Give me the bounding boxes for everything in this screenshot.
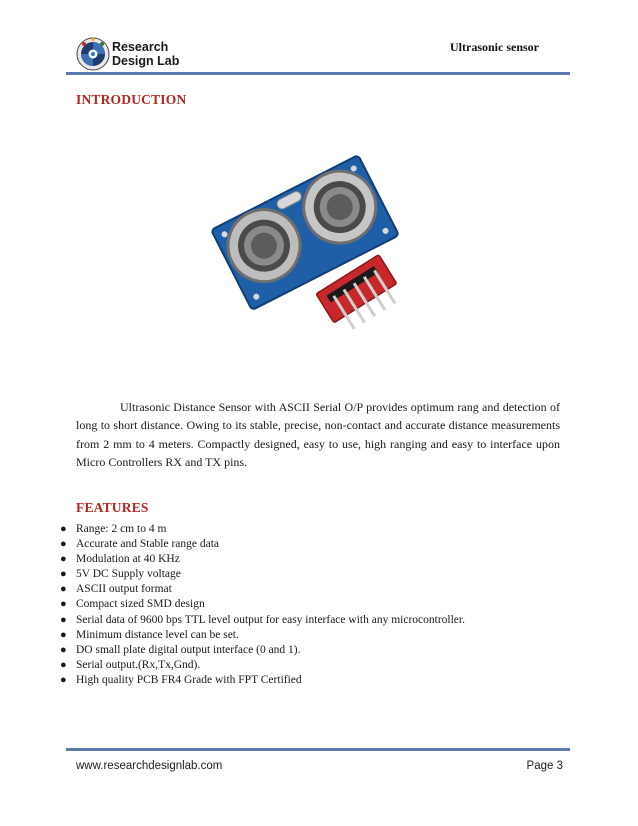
footer-website-link[interactable]: www.researchdesignlab.com: [76, 760, 223, 772]
bullet-icon: ●: [60, 568, 67, 581]
features-heading: FEATURES: [76, 500, 149, 515]
header-title: Ultrasonic sensor: [450, 40, 539, 54]
ultrasonic-sensor-photo: [202, 117, 409, 335]
list-item: [60, 673, 465, 688]
introduction-paragraph: Ultrasonic Distance Sensor with ASCII Serial O/P provides optimum rang and detection of long to short distance. Owing to its stable, precise, non-contact and accurate distance measurements from 2 mm to 4 meters. Compactly designed, easy to use, high ranging and easy to interface upon Micro Controllers RX and TX pins.: [76, 400, 560, 469]
feature-text: Accurate and Stable range data: [76, 538, 220, 551]
list-item: [60, 613, 465, 628]
list-item: [60, 537, 465, 552]
list-item: [60, 643, 465, 658]
list-item: [60, 567, 465, 582]
bullet-icon: ●: [60, 583, 67, 596]
features-list: [60, 522, 465, 688]
list-item: [60, 658, 465, 673]
feature-text: Serial output.(Rx,Tx,Gnd).: [76, 658, 201, 671]
feature-text: Modulation at 40 KHz: [76, 553, 180, 566]
bullet-icon: ●: [60, 658, 67, 671]
list-item: [60, 597, 465, 612]
logo-line-1: Research: [112, 40, 169, 54]
feature-text: DO small plate digital output interface (0 and 1).: [76, 643, 301, 656]
page-number: Page 3: [526, 760, 563, 772]
bullet-icon: ●: [60, 673, 67, 686]
bullet-icon: ●: [60, 538, 67, 551]
list-item: [60, 628, 465, 643]
bullet-icon: ●: [60, 613, 67, 626]
logo-text: [112, 40, 179, 68]
bullet-icon: ●: [60, 523, 67, 535]
feature-text: Serial data of 9600 bps TTL level output for easy interface with any microcontroller.: [76, 613, 465, 626]
logo-line-2: Design Lab: [112, 54, 180, 68]
bullet-icon: ●: [60, 553, 67, 566]
feature-text: Compact sized SMD design: [76, 598, 205, 611]
bullet-icon: ●: [60, 598, 67, 611]
bullet-icon: ●: [60, 628, 67, 641]
feature-text: ASCII output format: [76, 583, 172, 596]
footer-rule: [66, 748, 570, 751]
header-rule: [66, 72, 570, 75]
list-item: [60, 522, 465, 537]
research-design-lab-logo: [76, 37, 186, 75]
bullet-icon: ●: [60, 643, 67, 656]
logo-mark-icon: [76, 37, 110, 71]
feature-text: High quality PCB FR4 Grade with FPT Certified: [76, 673, 302, 686]
feature-text: Minimum distance level can be set.: [76, 628, 239, 641]
list-item: [60, 552, 465, 567]
list-item: [60, 582, 465, 597]
introduction-heading: INTRODUCTION: [76, 92, 187, 107]
feature-text: Range: 2 cm to 4 m: [76, 523, 167, 535]
feature-text: 5V DC Supply voltage: [76, 568, 181, 581]
